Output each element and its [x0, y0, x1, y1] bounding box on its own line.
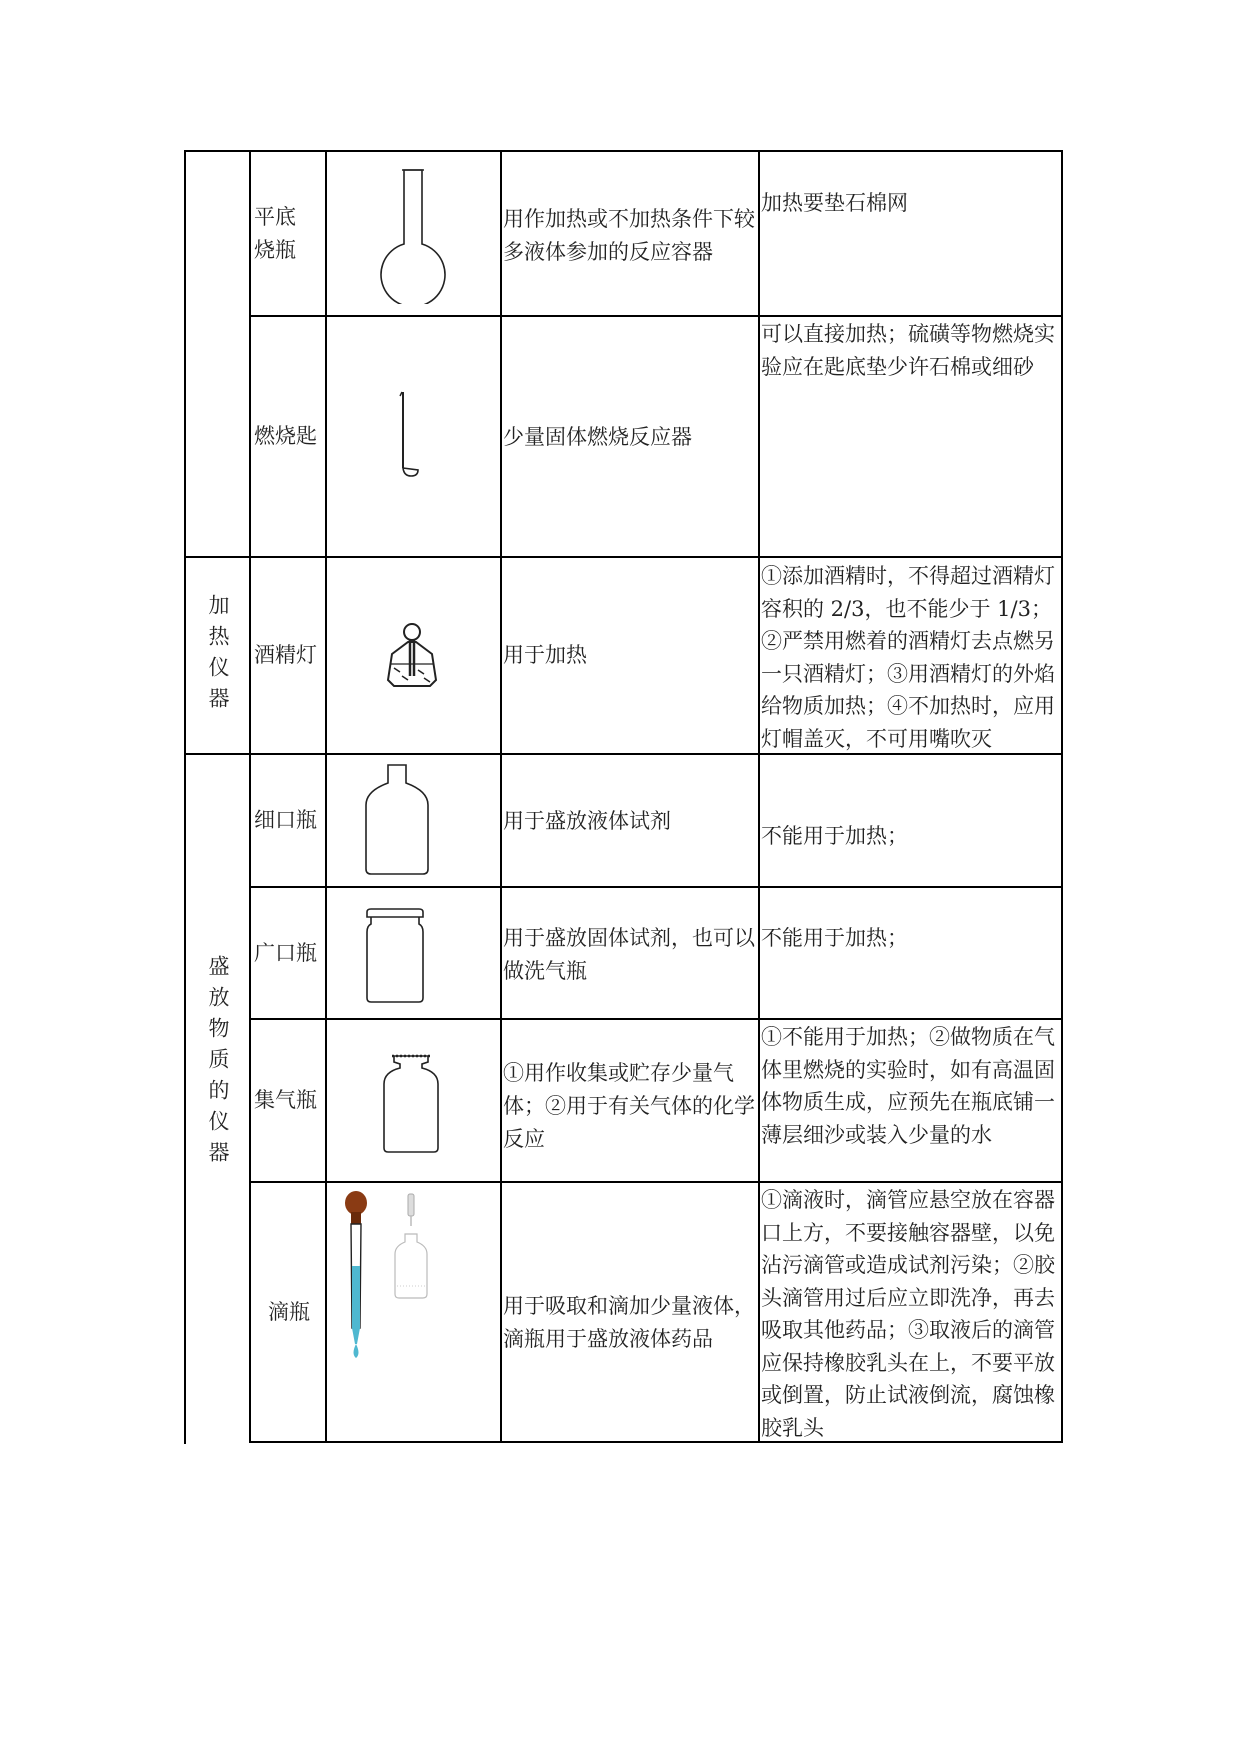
flat-bottom-flask-icon [378, 168, 448, 304]
table-row-divider [249, 315, 1063, 317]
table-row-divider [249, 1018, 1063, 1020]
usage-cell: 用于盛放液体试剂 [503, 809, 671, 833]
instrument-name: 细口瓶 [254, 808, 317, 832]
notes-cell: 加热要垫石棉网 [761, 191, 908, 215]
notes-cell: ①不能用于加热；②做物质在气体里燃烧的实验时，如有高温固体物质生成，应预先在瓶底铺一薄层细沙或装入少量的水 [761, 1025, 1055, 1147]
usage-cell: 少量固体燃烧反应器 [503, 425, 692, 449]
wide-mouth-bottle-icon [363, 908, 427, 1004]
instrument-name: 滴瓶 [268, 1299, 310, 1324]
instrument-name: 酒精灯 [254, 643, 317, 667]
category-cell [186, 755, 249, 1442]
instrument-name: 燃烧匙 [254, 424, 317, 448]
usage-cell: 用于加热 [503, 643, 587, 667]
alcohol-lamp-icon [384, 620, 440, 690]
table-row-divider [249, 1181, 1063, 1183]
table-column-divider [500, 150, 502, 1442]
category-label-storage: 盛放物质的仪器 [206, 955, 230, 1172]
table-column-divider [249, 150, 251, 1442]
category-label-heating: 加热仪器 [206, 593, 230, 718]
dropper-icon [340, 1190, 382, 1366]
gas-jar-icon [380, 1052, 442, 1156]
usage-cell: ①用作收集或贮存少量气体；②用于有关气体的化学反应 [503, 1061, 755, 1151]
notes-cell: 不能用于加热； [761, 824, 908, 848]
notes-cell: 可以直接加热；硫磺等物燃烧实验应在匙底垫少许石棉或细砂 [761, 322, 1055, 379]
category-cell [186, 558, 249, 753]
table-border-right [1061, 150, 1063, 1442]
instrument-name: 平底 烧瓶 [254, 204, 296, 262]
combustion-spoon-icon [396, 390, 426, 480]
notes-cell: ①添加酒精时，不得超过酒精灯容积的 2/3，也不能少于 1/3；②严禁用燃着的酒精灯去点燃另一只酒精灯；③用酒精灯的外焰给物质加热；④不加热时，应用灯帽盖灭，不可用嘴吹灭 [761, 564, 1055, 751]
table-column-divider [758, 150, 760, 1442]
dropper-bottle-icon [393, 1190, 433, 1306]
usage-cell: 用于盛放固体试剂，也可以做洗气瓶 [503, 926, 755, 983]
narrow-mouth-bottle-icon [363, 763, 431, 877]
notes-cell: ①滴液时，滴管应悬空放在容器口上方，不要接触容器壁，以免沾污滴管或造成试剂污染；②胶头滴管用过后应立即洗净，再去吸取其他药品；③取液后的滴管应保持橡胶乳头在上，不要平放或倒置，防止试液倒流，腐蚀橡胶乳头 [761, 1188, 1055, 1440]
notes-cell: 不能用于加热； [761, 926, 908, 950]
usage-cell: 用于吸取和滴加少量液体，滴瓶用于盛放液体药品 [503, 1294, 755, 1351]
instrument-name: 集气瓶 [254, 1088, 317, 1112]
instrument-name: 广口瓶 [254, 940, 317, 965]
usage-cell: 用作加热或不加热条件下较多液体参加的反应容器 [503, 207, 755, 264]
table-row-divider [249, 886, 1063, 888]
